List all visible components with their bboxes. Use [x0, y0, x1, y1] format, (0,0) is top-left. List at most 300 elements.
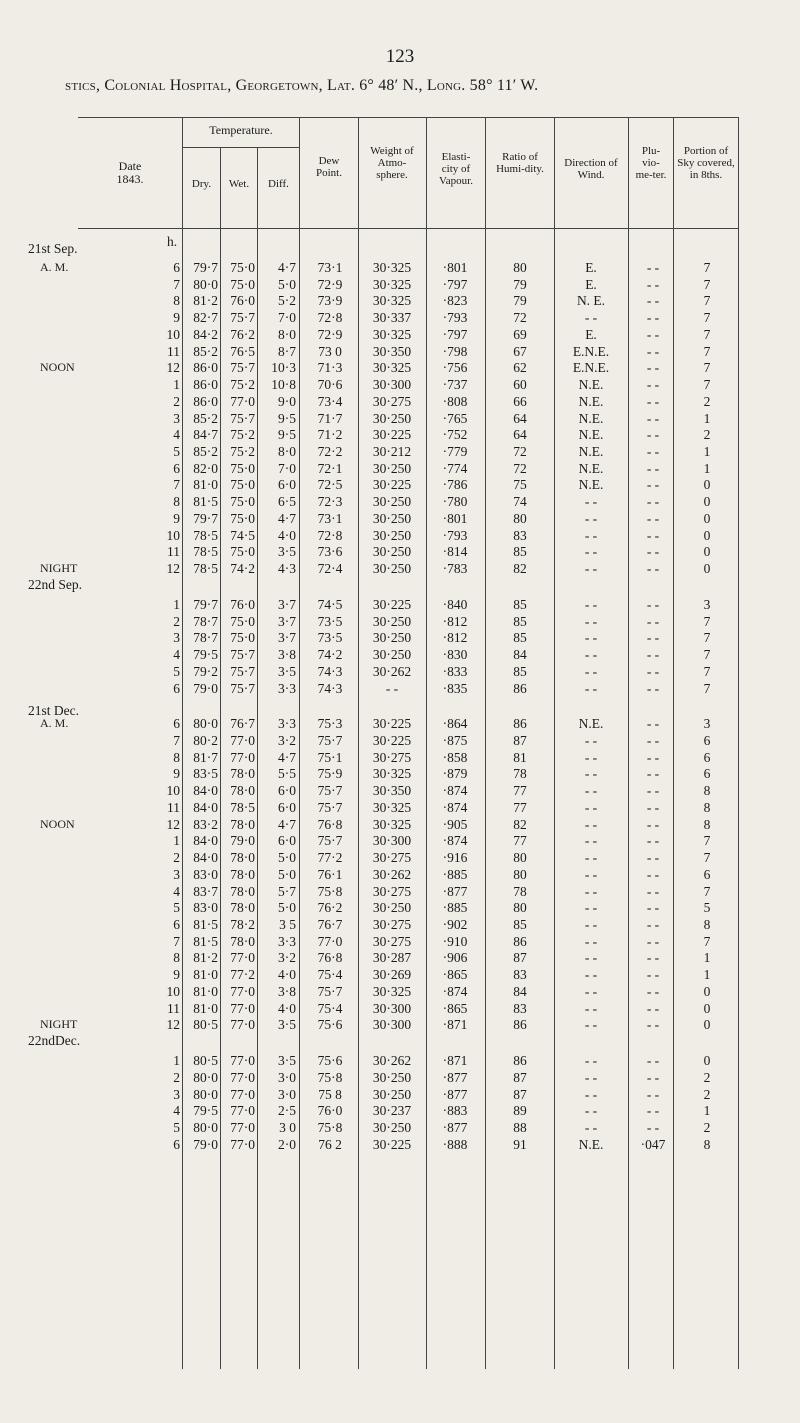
cell-atmo-weight: 30·275	[372, 393, 412, 409]
cell-pluviometer: - -	[646, 527, 660, 543]
cell-vapour-elasticity: ·783	[442, 561, 468, 577]
cell-wind-direction: - -	[584, 680, 598, 696]
cell-temp-diff: 3·7	[278, 596, 296, 612]
cell-sky-covered: 5	[703, 900, 711, 916]
cell-wind-direction: N.E.	[578, 477, 604, 493]
cell-wind-direction: - -	[584, 850, 598, 866]
cell-atmo-weight: 30·250	[372, 1086, 412, 1102]
cell-pluviometer: - -	[646, 1120, 660, 1136]
cell-dry-temp: 85·2	[193, 444, 218, 460]
cell-humidity-ratio: 77	[513, 799, 527, 815]
cell-wind-direction: N.E.	[578, 410, 604, 426]
cell-atmo-weight: 30·250	[372, 630, 412, 646]
cell-hour: 10	[166, 527, 180, 543]
cell-hour: 11	[167, 544, 180, 560]
cell-dry-temp: 83·2	[193, 816, 218, 832]
cell-wind-direction: - -	[584, 866, 598, 882]
cell-vapour-elasticity: ·871	[442, 1053, 468, 1069]
cell-hour: 7	[173, 477, 180, 493]
cell-pluviometer: - -	[646, 1000, 660, 1016]
cell-wind-direction: - -	[584, 816, 598, 832]
cell-pluviometer: - -	[646, 917, 660, 932]
cell-dry-temp: 84·0	[193, 850, 218, 866]
cell-pluviometer: - -	[646, 630, 660, 646]
cell-vapour-elasticity: ·833	[442, 663, 468, 679]
cell-pluviometer: - -	[646, 544, 660, 560]
cell-sky-covered: 0	[703, 510, 711, 526]
cell-dew-point: 73·9	[317, 293, 343, 309]
cell-hour: 4	[173, 647, 180, 663]
cell-atmo-weight: 30·237	[372, 1103, 412, 1119]
cell-dry-temp: 82·7	[193, 310, 218, 326]
cell-temp-diff: 10·8	[271, 377, 296, 393]
cell-dew-point: 75·7	[317, 833, 343, 849]
cell-wet-temp: 77·0	[230, 1000, 255, 1016]
cell-wet-temp: 78·0	[230, 766, 255, 782]
cell-vapour-elasticity: ·865	[442, 1000, 468, 1016]
cell-hour: 1	[173, 377, 180, 393]
cell-sky-covered: 2	[703, 1120, 711, 1136]
cell-humidity-ratio: 78	[513, 766, 527, 782]
cell-wet-temp: 75·7	[230, 680, 255, 696]
cell-sky-covered: 7	[703, 933, 711, 949]
cell-vapour-elasticity: ·752	[442, 427, 468, 443]
cell-sky-covered: 7	[703, 360, 711, 376]
cell-humidity-ratio: 87	[513, 1086, 527, 1102]
cell-wet-temp: 75·0	[230, 613, 255, 629]
cell-atmo-weight: 30·250	[372, 527, 412, 543]
cell-pluviometer: - -	[646, 783, 660, 799]
cell-atmo-weight: 30·250	[372, 1120, 412, 1136]
cell-sky-covered: 7	[703, 377, 711, 393]
cell-atmo-weight: 30·250	[372, 410, 412, 426]
cell-wind-direction: - -	[584, 1069, 598, 1085]
cell-temp-diff: 3 0	[279, 1120, 296, 1136]
cell-wet-temp: 78·0	[230, 850, 255, 866]
cell-vapour-elasticity: ·877	[442, 1069, 468, 1085]
cell-wind-direction: - -	[584, 799, 598, 815]
cell-dry-temp: 78·5	[193, 527, 218, 543]
cell-atmo-weight: 30·350	[372, 343, 412, 359]
cell-atmo-weight: 30·325	[372, 260, 412, 275]
cell-wind-direction: N.E.	[578, 393, 604, 409]
header-dry: Dry.	[191, 178, 212, 190]
cell-pluviometer: - -	[646, 1053, 660, 1069]
cell-sky-covered: 2	[703, 427, 711, 443]
cell-temp-diff: 5·5	[278, 766, 296, 782]
cell-pluviometer: - -	[646, 510, 660, 526]
cell-wet-temp: 78·0	[230, 933, 255, 949]
cell-sky-covered: 8	[703, 816, 711, 832]
cell-sky-covered: 1	[703, 967, 711, 983]
cell-humidity-ratio: 64	[513, 427, 527, 443]
cell-sky-covered: 7	[703, 630, 711, 646]
cell-dry-temp: 81·0	[193, 983, 218, 999]
cell-atmo-weight: 30·337	[372, 310, 412, 326]
header-dew-point: Dew Point.	[316, 155, 342, 179]
cell-hour: 2	[173, 1069, 180, 1085]
cell-temp-diff: 6·0	[278, 799, 296, 815]
cell-dry-temp: 84·2	[193, 326, 218, 342]
cell-sky-covered: 0	[703, 1053, 711, 1069]
cell-humidity-ratio: 74	[513, 494, 527, 510]
cell-wind-direction: E.	[585, 276, 597, 292]
cell-wind-direction: - -	[584, 613, 598, 629]
cell-atmo-weight: 30·275	[372, 749, 412, 765]
cell-wet-temp: 75·7	[230, 360, 255, 376]
cell-hour: 8	[173, 494, 180, 510]
cell-vapour-elasticity: ·797	[442, 276, 468, 292]
cell-wind-direction: - -	[584, 494, 598, 510]
cell-humidity-ratio: 85	[513, 663, 527, 679]
cell-pluviometer: - -	[646, 647, 660, 663]
cell-sky-covered: 1	[703, 950, 711, 966]
page-number: 123	[385, 46, 415, 67]
cell-vapour-elasticity: ·801	[442, 260, 468, 275]
cell-pluviometer: - -	[646, 410, 660, 426]
cell-dew-point: 72·3	[317, 494, 343, 510]
cell-hour: 5	[173, 444, 180, 460]
cell-pluviometer: - -	[646, 1069, 660, 1085]
cell-temp-diff: 4·0	[278, 1000, 296, 1016]
cell-dry-temp: 79·0	[193, 1136, 218, 1152]
cell-wet-temp: 77·0	[230, 950, 255, 966]
cell-dew-point: 75·7	[317, 783, 343, 799]
header-direction: Direction of Wind.	[564, 157, 618, 181]
cell-sky-covered: 8	[703, 799, 711, 815]
cell-wet-temp: 77·0	[230, 983, 255, 999]
cell-dry-temp: 81·2	[193, 293, 218, 309]
cell-dew-point: 73·5	[317, 630, 343, 646]
cell-pluviometer: - -	[646, 310, 660, 326]
cell-humidity-ratio: 86	[513, 680, 527, 696]
cell-dry-temp: 86·0	[193, 393, 218, 409]
table-top-rule	[78, 117, 738, 118]
cell-sky-covered: 6	[703, 732, 711, 748]
cell-dew-point: 71·2	[317, 427, 343, 443]
cell-vapour-elasticity: ·885	[442, 900, 468, 916]
cell-sky-covered: 7	[703, 343, 711, 359]
cell-vapour-elasticity: ·779	[442, 444, 468, 460]
cell-wind-direction: - -	[584, 510, 598, 526]
cell-dew-point: 77·0	[317, 933, 343, 949]
cell-temp-diff: 8·7	[278, 343, 296, 359]
cell-atmo-weight: 30·269	[372, 967, 412, 983]
cell-temp-diff: 6·0	[278, 783, 296, 799]
cell-humidity-ratio: 77	[513, 783, 527, 799]
cell-dry-temp: 80·0	[193, 1120, 218, 1136]
cell-humidity-ratio: 82	[513, 561, 527, 577]
cell-hour: 3	[173, 1086, 180, 1102]
cell-wind-direction: - -	[584, 1053, 598, 1069]
cell-dry-temp: 81·0	[193, 1000, 218, 1016]
cell-hour: 9	[173, 510, 180, 526]
cell-pluviometer: - -	[646, 326, 660, 342]
cell-dew-point: 72·2	[317, 444, 343, 460]
cell-hour: 5	[173, 663, 180, 679]
cell-wind-direction: - -	[584, 883, 598, 899]
cell-wet-temp: 78·0	[230, 900, 255, 916]
cell-vapour-elasticity: ·871	[442, 1017, 468, 1033]
cell-atmo-weight: 30·250	[372, 900, 412, 916]
cell-dew-point: 72·9	[317, 276, 343, 292]
cell-hour: 6	[173, 260, 180, 275]
cell-wet-temp: 75·7	[230, 663, 255, 679]
cell-atmo-weight: 30·250	[372, 494, 412, 510]
cell-wet-temp: 75·7	[230, 647, 255, 663]
cell-pluviometer: - -	[646, 663, 660, 679]
cell-dry-temp: 83·0	[193, 866, 218, 882]
cell-dry-temp: 80·2	[193, 732, 218, 748]
header-hour-unit: h.	[166, 234, 178, 249]
cell-humidity-ratio: 85	[513, 596, 527, 612]
cell-sky-covered: 0	[703, 1017, 711, 1033]
table-row	[0, 681, 800, 700]
cell-dew-point: 73·6	[317, 544, 343, 560]
cell-humidity-ratio: 75	[513, 477, 527, 493]
cell-wet-temp: 77·0	[230, 1017, 255, 1033]
cell-humidity-ratio: 85	[513, 544, 527, 560]
cell-sky-covered: 2	[703, 1086, 711, 1102]
cell-sky-covered: 8	[703, 1136, 711, 1152]
cell-vapour-elasticity: ·874	[442, 799, 468, 815]
cell-dry-temp: 84·0	[193, 799, 218, 815]
cell-wet-temp: 78·0	[230, 783, 255, 799]
cell-atmo-weight: 30·262	[372, 866, 412, 882]
cell-humidity-ratio: 64	[513, 410, 527, 426]
cell-dew-point: 75·8	[317, 1069, 343, 1085]
temperature-subrule	[183, 147, 299, 148]
cell-temp-diff: 3·3	[278, 680, 296, 696]
cell-wet-temp: 75·0	[230, 460, 255, 476]
cell-dry-temp: 79·2	[193, 663, 218, 679]
cell-dry-temp: 81·7	[193, 749, 218, 765]
cell-wet-temp: 77·0	[230, 749, 255, 765]
cell-humidity-ratio: 87	[513, 950, 527, 966]
cell-pluviometer: ·047	[640, 1136, 666, 1152]
cell-atmo-weight: 30·225	[372, 477, 412, 493]
cell-dry-temp: 86·0	[193, 377, 218, 393]
cell-humidity-ratio: 80	[513, 510, 527, 526]
cell-dew-point: 76·7	[317, 917, 343, 932]
cell-hour: 5	[173, 900, 180, 916]
cell-temp-diff: 9·0	[278, 393, 296, 409]
cell-humidity-ratio: 87	[513, 1069, 527, 1085]
cell-hour: 12	[166, 561, 180, 577]
cell-temp-diff: 3·0	[278, 1086, 296, 1102]
cell-sky-covered: 0	[703, 561, 711, 577]
cell-humidity-ratio: 80	[513, 850, 527, 866]
cell-dry-temp: 81·5	[193, 494, 218, 510]
cell-atmo-weight: 30·275	[372, 933, 412, 949]
cell-temp-diff: 2·0	[278, 1136, 296, 1152]
cell-atmo-weight: 30·325	[372, 799, 412, 815]
cell-atmo-weight: 30·262	[372, 663, 412, 679]
cell-wind-direction: - -	[584, 950, 598, 966]
cell-wind-direction: - -	[584, 833, 598, 849]
cell-hour: 8	[173, 950, 180, 966]
cell-dew-point: 72·9	[317, 326, 343, 342]
cell-humidity-ratio: 86	[513, 716, 527, 732]
cell-temp-diff: 3·7	[278, 630, 296, 646]
cell-dry-temp: 79·7	[193, 510, 218, 526]
cell-wet-temp: 77·2	[230, 967, 255, 983]
cell-wet-temp: 76·2	[230, 326, 255, 342]
cell-humidity-ratio: 84	[513, 983, 527, 999]
cell-dry-temp: 78·7	[193, 613, 218, 629]
cell-pluviometer: - -	[646, 377, 660, 393]
cell-wind-direction: N. E.	[576, 293, 606, 309]
header-temperature: Temperature.	[209, 123, 273, 137]
cell-sky-covered: 7	[703, 310, 711, 326]
cell-temp-diff: 4·7	[278, 260, 296, 275]
cell-pluviometer: - -	[646, 850, 660, 866]
cell-wet-temp: 77·0	[230, 1120, 255, 1136]
cell-wet-temp: 75·0	[230, 544, 255, 560]
cell-sky-covered: 8	[703, 917, 711, 932]
cell-wind-direction: E.N.E.	[572, 360, 610, 376]
cell-atmo-weight: 30·325	[372, 360, 412, 376]
cell-dry-temp: 81·5	[193, 933, 218, 949]
cell-atmo-weight: 30·250	[372, 544, 412, 560]
cell-humidity-ratio: 69	[513, 326, 527, 342]
cell-sky-covered: 0	[703, 1000, 711, 1016]
cell-vapour-elasticity: ·865	[442, 967, 468, 983]
cell-humidity-ratio: 60	[513, 377, 527, 393]
cell-dew-point: 75·6	[317, 1017, 343, 1033]
header-wet: Wet.	[228, 178, 250, 190]
cell-sky-covered: 7	[703, 326, 711, 342]
cell-pluviometer: - -	[646, 561, 660, 577]
cell-atmo-weight: - -	[385, 680, 399, 696]
cell-temp-diff: 5·2	[278, 293, 296, 309]
cell-wind-direction: N.E.	[578, 377, 604, 393]
cell-temp-diff: 3 5	[279, 917, 296, 932]
cell-temp-diff: 5·0	[278, 850, 296, 866]
cell-temp-diff: 3·5	[278, 544, 296, 560]
cell-wind-direction: - -	[584, 1120, 598, 1136]
cell-dew-point: 72·8	[317, 527, 343, 543]
cell-wet-temp: 75·2	[230, 377, 255, 393]
cell-vapour-elasticity: ·780	[442, 494, 468, 510]
cell-sky-covered: 3	[703, 596, 711, 612]
cell-temp-diff: 10·3	[271, 360, 296, 376]
cell-vapour-elasticity: ·864	[442, 716, 468, 732]
cell-vapour-elasticity: ·840	[442, 596, 468, 612]
cell-wet-temp: 75·0	[230, 477, 255, 493]
cell-sky-covered: 7	[703, 680, 711, 696]
cell-dew-point: 73·1	[317, 260, 343, 275]
cell-wet-temp: 77·0	[230, 1103, 255, 1119]
cell-humidity-ratio: 89	[513, 1103, 527, 1119]
cell-wet-temp: 74·2	[230, 561, 255, 577]
cell-dry-temp: 79·5	[193, 1103, 218, 1119]
cell-dry-temp: 84·7	[193, 427, 218, 443]
header-ratio: Ratio of Humi-dity.	[496, 151, 544, 175]
cell-hour: 12	[166, 816, 180, 832]
cell-sky-covered: 0	[703, 544, 711, 560]
date-label: 22ndDec.	[28, 1033, 81, 1049]
cell-wet-temp: 77·0	[230, 732, 255, 748]
cell-pluviometer: - -	[646, 343, 660, 359]
cell-wind-direction: - -	[584, 647, 598, 663]
cell-humidity-ratio: 81	[513, 749, 527, 765]
cell-humidity-ratio: 80	[513, 260, 527, 275]
cell-wet-temp: 78·0	[230, 866, 255, 882]
cell-pluviometer: - -	[646, 460, 660, 476]
cell-dew-point: 74·5	[317, 596, 343, 612]
cell-sky-covered: 1	[703, 460, 711, 476]
cell-temp-diff: 3·3	[278, 716, 296, 732]
cell-temp-diff: 4·7	[278, 510, 296, 526]
cell-atmo-weight: 30·300	[372, 377, 412, 393]
cell-atmo-weight: 30·275	[372, 883, 412, 899]
cell-wet-temp: 79·0	[230, 833, 255, 849]
cell-pluviometer: - -	[646, 276, 660, 292]
cell-dew-point: 75·7	[317, 983, 343, 999]
cell-atmo-weight: 30·275	[372, 850, 412, 866]
cell-sky-covered: 1	[703, 444, 711, 460]
cell-hour: 7	[173, 276, 180, 292]
cell-pluviometer: - -	[646, 716, 660, 732]
cell-temp-diff: 8·0	[278, 444, 296, 460]
cell-humidity-ratio: 83	[513, 967, 527, 983]
cell-wind-direction: - -	[584, 967, 598, 983]
cell-humidity-ratio: 83	[513, 1000, 527, 1016]
cell-hour: 3	[173, 630, 180, 646]
cell-wet-temp: 75·2	[230, 444, 255, 460]
cell-pluviometer: - -	[646, 444, 660, 460]
cell-vapour-elasticity: ·823	[442, 293, 468, 309]
cell-dew-point: 74·2	[317, 647, 343, 663]
cell-dry-temp: 85·2	[193, 343, 218, 359]
cell-humidity-ratio: 62	[513, 360, 527, 376]
cell-dew-point: 72·4	[317, 561, 343, 577]
cell-hour: 1	[173, 1053, 180, 1069]
time-period-label: NIGHT	[40, 1017, 78, 1032]
cell-atmo-weight: 30·300	[372, 1000, 412, 1016]
table-header-rule	[78, 228, 738, 229]
cell-humidity-ratio: 79	[513, 276, 527, 292]
cell-hour: 1	[173, 596, 180, 612]
cell-dew-point: 76·8	[317, 950, 343, 966]
cell-wind-direction: - -	[584, 663, 598, 679]
cell-hour: 3	[173, 410, 180, 426]
cell-pluviometer: - -	[646, 680, 660, 696]
cell-wet-temp: 75·7	[230, 310, 255, 326]
cell-vapour-elasticity: ·874	[442, 833, 468, 849]
cell-wet-temp: 76·5	[230, 343, 255, 359]
cell-vapour-elasticity: ·812	[442, 630, 468, 646]
cell-pluviometer: - -	[646, 1017, 660, 1033]
cell-pluviometer: - -	[646, 732, 660, 748]
cell-temp-diff: 4·0	[278, 527, 296, 543]
cell-wet-temp: 77·0	[230, 1136, 255, 1152]
cell-atmo-weight: 30·325	[372, 326, 412, 342]
cell-humidity-ratio: 85	[513, 630, 527, 646]
cell-vapour-elasticity: ·885	[442, 866, 468, 882]
cell-hour: 11	[167, 343, 180, 359]
cell-humidity-ratio: 79	[513, 293, 527, 309]
cell-dew-point: 76·8	[317, 816, 343, 832]
table-row	[0, 1137, 800, 1156]
cell-vapour-elasticity: ·906	[442, 950, 468, 966]
cell-atmo-weight: 30·300	[372, 1017, 412, 1033]
cell-dry-temp: 78·5	[193, 544, 218, 560]
cell-dew-point: 74·3	[317, 680, 343, 696]
cell-pluviometer: - -	[646, 883, 660, 899]
cell-wet-temp: 78·0	[230, 883, 255, 899]
